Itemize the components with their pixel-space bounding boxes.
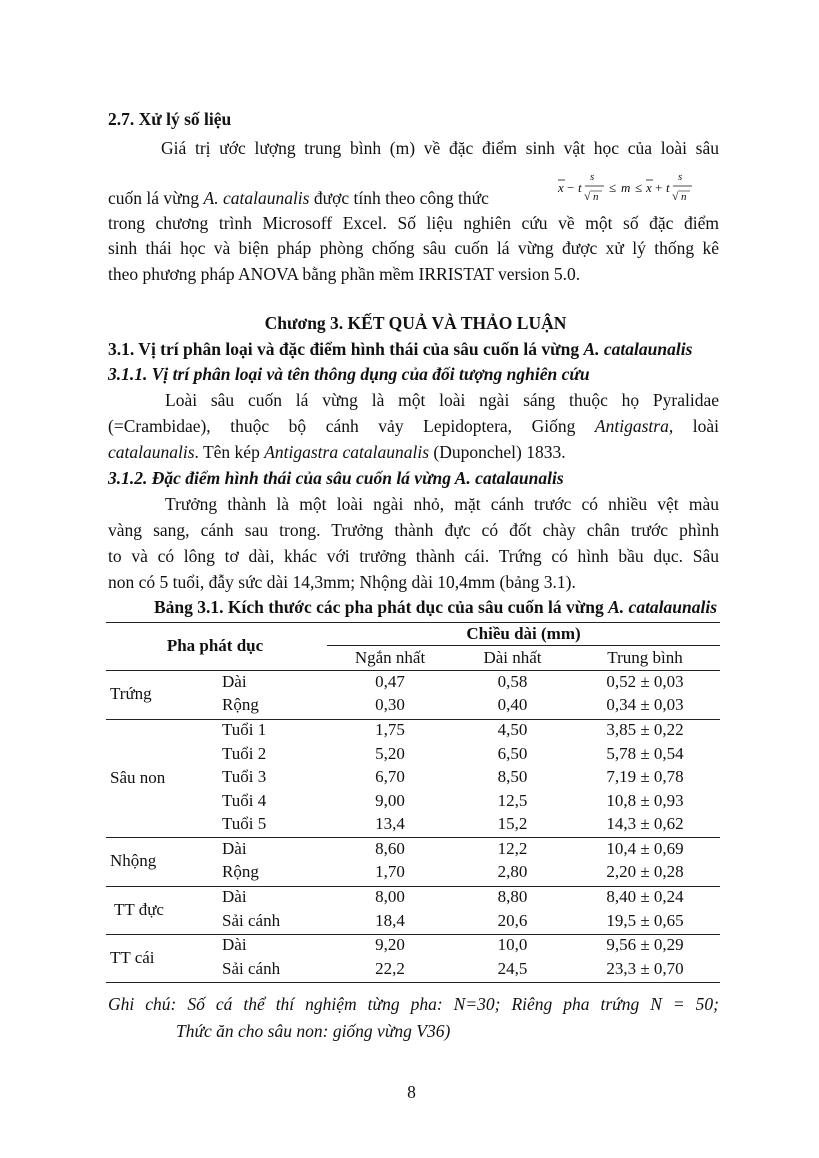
row-max: 12,2 bbox=[497, 838, 528, 858]
row-max: 6,50 bbox=[497, 743, 528, 763]
row-max: 4,50 bbox=[497, 720, 528, 740]
row-subtype: Tuổi 5 bbox=[222, 813, 267, 833]
confidence-interval-formula bbox=[556, 164, 706, 206]
paragraph-line: Giá trị ước lượng trung bình (m) về đặc điểm sinh vật học của loài sâu bbox=[161, 138, 719, 158]
section-3-1-heading: 3.1. Vị trí phân loại và đặc điểm hình thái của sâu cuốn lá vừng A. catalaunalis bbox=[108, 339, 693, 359]
paragraph-line: catalaunalis. Tên kép Antigastra catalaunalis (Duponchel) 1833. bbox=[108, 442, 566, 462]
row-min: 5,20 bbox=[375, 743, 405, 763]
row-min: 8,60 bbox=[375, 838, 405, 858]
row-mean: 10,8 ± 0,93 bbox=[606, 790, 684, 810]
row-min: 22,2 bbox=[375, 958, 405, 978]
row-subtype: Sải cánh bbox=[222, 910, 281, 930]
row-subtype: Dài bbox=[222, 935, 247, 955]
row-subtype: Dài bbox=[222, 838, 247, 858]
svg-text:t: t bbox=[578, 180, 582, 195]
row-min: 1,70 bbox=[375, 862, 405, 882]
svg-text:+: + bbox=[655, 180, 663, 195]
row-subtype: Tuổi 4 bbox=[222, 790, 267, 810]
header-min: Ngắn nhất bbox=[354, 648, 426, 667]
svg-text:n: n bbox=[593, 191, 599, 203]
paragraph-line: Trưởng thành là một loài ngài nhỏ, mặt cánh trước có nhiều vệt màu bbox=[165, 494, 719, 514]
paragraph-line: theo phương pháp ANOVA bằng phần mềm IRRISTAT version 5.0. bbox=[108, 264, 581, 284]
table-caption: Bảng 3.1. Kích thước các pha phát dục của sâu cuốn lá vừng A. catalaunalis bbox=[153, 597, 718, 617]
row-max: 15,2 bbox=[497, 813, 528, 833]
row-mean: 9,56 ± 0,29 bbox=[606, 935, 684, 955]
paragraph-line: vàng sang, cánh sau trong. Trưởng thành đực có đốt chày chân trước phình bbox=[108, 520, 719, 540]
row-min: 1,75 bbox=[375, 720, 405, 740]
paragraph-line: to và có lông tơ dài, khác với trưởng thành cái. Trứng có hình bầu dục. Sâu bbox=[108, 546, 719, 566]
table-note-line1: Ghi chú: Số cá thể thí nghiệm từng pha: N=30; Riêng pha trứng N = 50; bbox=[108, 994, 719, 1014]
section-3-1-1-heading: 3.1.1. Vị trí phân loại và tên thông dụng của đối tượng nghiên cứu bbox=[108, 364, 590, 384]
row-min: 0,30 bbox=[375, 695, 405, 715]
paragraph-line: cuốn lá vừng A. catalaunalis được tính theo công thức bbox=[108, 188, 489, 208]
group-rule bbox=[106, 982, 720, 983]
table-note-line2: Thức ăn cho sâu non: giống vừng V36) bbox=[176, 1021, 451, 1041]
row-mean: 7,19 ± 0,78 bbox=[606, 767, 684, 787]
svg-text:x: x bbox=[646, 180, 652, 195]
svg-text:s: s bbox=[590, 171, 595, 183]
header-rule bbox=[327, 645, 720, 646]
row-mean: 3,85 ± 0,22 bbox=[606, 720, 684, 740]
group-name: Trứng bbox=[110, 684, 152, 704]
header-mean: Trung bình bbox=[607, 648, 683, 667]
row-mean: 19,5 ± 0,65 bbox=[606, 910, 684, 930]
svg-text:m: m bbox=[621, 180, 631, 195]
paragraph-line: (=Crambidae), thuộc bộ cánh vảy Lepidoptera, Giống Antigastra, loài bbox=[108, 416, 719, 436]
row-max: 8,50 bbox=[497, 767, 528, 787]
row-max: 24,5 bbox=[497, 958, 528, 978]
row-subtype: Dài bbox=[222, 887, 247, 907]
row-max: 20,6 bbox=[497, 910, 528, 930]
svg-text:n: n bbox=[681, 191, 687, 203]
svg-text:≤: ≤ bbox=[635, 180, 643, 195]
paragraph-line: trong chương trình Microsoff Excel. Số liệu nghiên cứu về một số đặc điểm bbox=[108, 213, 719, 233]
svg-text:−: − bbox=[567, 180, 575, 195]
paragraph-line: sinh thái học và biện pháp phòng chống sâu cuốn lá vừng được xử lý thống kê bbox=[108, 238, 719, 258]
svg-text:s: s bbox=[678, 171, 683, 183]
row-min: 13,4 bbox=[375, 813, 405, 833]
group-name: Sâu non bbox=[110, 767, 166, 787]
row-subtype: Dài bbox=[222, 672, 247, 691]
chapter-title: Chương 3. KẾT QUẢ VÀ THẢO LUẬN bbox=[264, 313, 567, 333]
row-min: 18,4 bbox=[375, 910, 405, 930]
group-name: TT đực bbox=[114, 899, 164, 919]
row-mean: 8,40 ± 0,24 bbox=[606, 887, 684, 907]
row-min: 9,00 bbox=[375, 790, 405, 810]
row-max: 10,0 bbox=[497, 935, 528, 955]
row-mean: 0,34 ± 0,03 bbox=[606, 695, 684, 715]
row-max: 0,58 bbox=[497, 672, 528, 691]
svg-text:≤: ≤ bbox=[609, 180, 617, 195]
row-subtype: Tuổi 1 bbox=[222, 720, 267, 740]
svg-text:x: x bbox=[558, 180, 564, 195]
row-subtype: Rộng bbox=[222, 695, 259, 715]
row-max: 0,40 bbox=[497, 695, 528, 715]
header-max: Dài nhất bbox=[483, 648, 542, 667]
row-subtype: Rộng bbox=[222, 862, 259, 882]
group-name: Nhộng bbox=[110, 851, 157, 871]
row-mean: 10,4 ± 0,69 bbox=[606, 838, 684, 858]
group-name: TT cái bbox=[110, 947, 155, 967]
row-subtype: Tuổi 2 bbox=[222, 743, 267, 763]
row-max: 2,80 bbox=[497, 862, 528, 882]
row-mean: 5,78 ± 0,54 bbox=[606, 743, 684, 763]
section-3-1-2-heading: 3.1.2. Đặc điểm hình thái của sâu cuốn lá vừng A. catalaunalis bbox=[108, 468, 564, 488]
page-number: 8 bbox=[407, 1082, 416, 1102]
header-stage: Pha phát dục bbox=[166, 636, 264, 655]
row-max: 8,80 bbox=[497, 887, 528, 907]
row-mean: 14,3 ± 0,62 bbox=[606, 813, 684, 833]
svg-text:t: t bbox=[666, 180, 670, 195]
row-mean: 2,20 ± 0,28 bbox=[606, 862, 684, 882]
row-min: 0,47 bbox=[375, 672, 405, 691]
row-min: 8,00 bbox=[375, 887, 405, 907]
svg-text:√: √ bbox=[672, 189, 679, 203]
row-mean: 23,3 ± 0,70 bbox=[606, 958, 684, 978]
row-subtype: Sải cánh bbox=[222, 958, 281, 978]
header-length: Chiều dài (mm) bbox=[466, 624, 581, 643]
row-min: 9,20 bbox=[375, 935, 405, 955]
row-max: 12,5 bbox=[497, 790, 528, 810]
row-mean: 0,52 ± 0,03 bbox=[606, 672, 684, 691]
row-subtype: Tuổi 3 bbox=[222, 767, 267, 787]
section-2-7-heading: 2.7. Xử lý số liệu bbox=[108, 109, 232, 129]
svg-text:√: √ bbox=[584, 189, 591, 203]
row-min: 6,70 bbox=[375, 767, 405, 787]
paragraph-line: Loài sâu cuốn lá vừng là một loài ngài sáng thuộc họ Pyralidae bbox=[165, 390, 719, 410]
paragraph-line: non có 5 tuổi, đẫy sức dài 14,3mm; Nhộng dài 10,4mm (bảng 3.1). bbox=[108, 572, 576, 592]
